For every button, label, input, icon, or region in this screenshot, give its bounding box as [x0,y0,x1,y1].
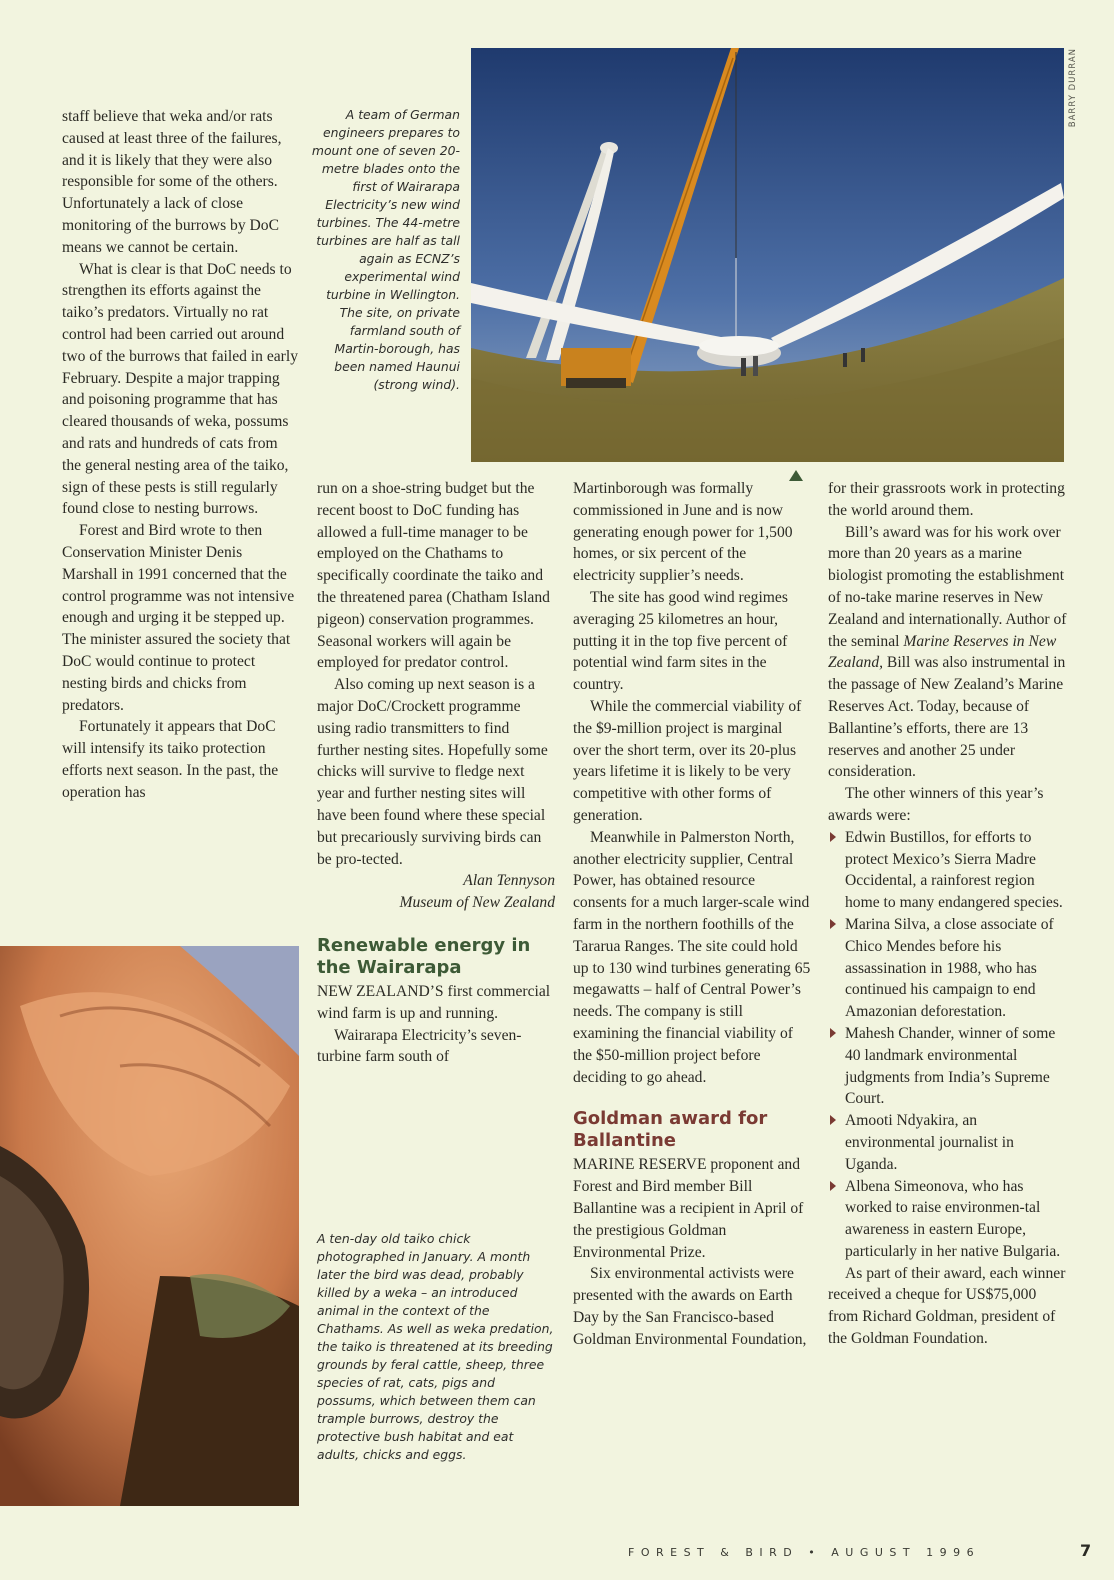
paragraph: for their grassroots work in protecting the world around them. [828,480,1065,519]
paragraph: Martinborough was formally commissioned in June and is now generating enough power for 1,500 homes, or six percent of the electricity supplier’s needs. [573,480,793,585]
paragraph [317,981,555,1025]
photo-caption-bottom [317,1230,555,1464]
list-item: Marina Silva, a close associate of Chico Mendes before his assassination in 1988, who has continued his campaign to end Amazonian deforestation. [828,914,1068,1023]
column-2 [317,478,555,1068]
photo-credit: BARRY DURRAN [1068,48,1078,128]
paragraph: What is clear is that DoC needs to strengthen its efforts against the taiko’s predators. Virtually no rat control had been carried out around two of the burrows that failed in early February. Despite a major trapping and poisoning programme that has cleared thousands of weka, possums and rats and hundreds of cats from the general nesting area of the taiko, sign of these pests is still regularly found close to nesting burrows. [62,260,299,518]
paragraph-text: proponent and Forest and Bird member Bill Ballantine was a recipient in April of the prestigious Goldman Environmental Prize. [573,1156,804,1261]
page-number: 7 [1080,1541,1092,1560]
column-1 [62,106,300,804]
section-heading: Goldman award for Ballantine [573,1108,768,1152]
lead-in: MARINE RESERVE [573,1156,707,1174]
winners-list [828,827,1068,1263]
lead-in: NEW ZEALAND’S [317,982,444,1000]
list-item: Amooti Ndyakira, an environmental journalist in Uganda. [828,1110,1068,1175]
paragraph-text: Bill was also instrumental in the passage of New Zealand’s Marine Reserves Act. Today, because of Ballantine’s efforts, there are 13 reserves and another 25 under consideration. [828,654,1066,781]
paragraph: While the commercial viability of the $9-million project is marginal over the short term, over its 20-plus years lifetime it is likely to be very competitive with other forms of generation. [573,697,802,824]
paragraph [573,1154,811,1263]
paragraph: Fortunately it appears that DoC will intensify its taiko protection efforts next season. In the past, the operation has [62,718,279,801]
taiko-chick-illustration [0,946,299,1506]
caption-text: A team of German engineers prepares to mount one of seven 20-metre blades onto the first of Wairarapa Electricity’s new wind turbines. The 44-metre turbines are half as tall again as ECNZ’s experimental wind turbine in Wellington. The site, on private farmland south of Martin-borough, has been named Haunui (strong wind). [311,107,460,392]
paragraph: staff believe that weka and/or rats caused at least three of the failures, and it is likely that they were also responsible for some of the others. Unfortunately a lack of close monitoring of the burrows by DoC means we cannot be certain. [62,108,282,256]
paragraph: Six environmental activists were presented with the awards on Earth Day by the San Francisco-based Goldman Environmental Foundation, [573,1265,807,1348]
author-name: Alan Tennyson [463,872,555,890]
column-3 [573,478,811,1350]
list-item: Mahesh Chander, winner of some 40 landmark environmental judgments from India’s Supreme Court. [828,1023,1068,1110]
photo-caption-top [308,106,460,394]
caption-text: A ten-day old taiko chick photographed in January. A month later the bird was dead, probably killed by a weka – an introduced animal in the context of the Chathams. As well as weka predation, the taiko is threatened at its breeding grounds by feral cattle, sheep, three species of rat, cats, pigs and possums, which between them can trample burrows, destroy the protective bush habitat and eat adults, chicks and eggs. [317,1231,554,1462]
paragraph: The site has good wind regimes averaging 25 kilometres an hour, putting it in the top five percent of potential wind farm sites in the country. [573,588,788,694]
paragraph-text: Bill’s award was for his work over more than 20 years as a marine biologist promoting the establishment of no-take marine reserves in New Zealand and internationally. Author of the seminal [828,523,1067,650]
paragraph: Meanwhile in Palmerston North, another electricity supplier, Central Power, has obtained resource consents for a much larger-scale wind farm in the northern foothills of the Tararua Ranges. The site could hold up to 130 wind turbines generating 65 megawatts – half of Central Power’s needs. The company is still examining the financial viability of the $50-million project before deciding to go ahead. [573,828,811,1086]
paragraph: Also coming up next season is a major DoC/Crockett programme using radio transmitters to find further nesting sites. Hopefully some chicks will survive to fledge next year and further nesting sites will have been found where these special but precariously surviving birds can be pro-tected. [317,676,548,868]
wind-turbine-photo [471,48,1064,462]
author-affiliation: Museum of New Zealand [399,894,555,912]
paragraph-text: first commercial wind farm is up and running. [317,982,551,1022]
list-item: Edwin Bustillos, for efforts to protect Mexico’s Sierra Madre Occidental, a rainforest region home to many endangered species. [828,827,1068,914]
magazine-footer: FOREST & BIRD • AUGUST 1996 [628,1546,981,1559]
paragraph: Forest and Bird wrote to then Conservation Minister Denis Marshall in 1991 concerned that the control programme was not intensive enough and urging it be stepped up. The minister assured the society that DoC would continue to protect nesting birds and chicks from predators. [62,522,295,714]
paragraph: The other winners of this year’s awards were: [828,785,1044,824]
column-4 [828,478,1068,1350]
paragraph [828,522,1068,784]
book-title: Marine Reserves in New Zealand, [828,632,1057,672]
section-heading: Renewable energy in the Wairarapa [317,934,531,978]
list-item: Albena Simeonova, who has worked to raise environmen-tal awareness in eastern Europe, particularly in her native Bulgaria. [828,1176,1068,1263]
paragraph: As part of their award, each winner received a cheque for US$75,000 from Richard Goldman, president of the Goldman Foundation. [828,1264,1066,1348]
taiko-chick-photo [0,946,299,1506]
paragraph: Wairarapa Electricity’s seven-turbine farm south of [317,1026,522,1066]
paragraph: run on a shoe-string budget but the recent boost to DoC funding has allowed a full-time manager to be employed on the Chathams to specifically coordinate the taiko and the threatened parea (Chatham Island pigeon) conservation programmes. Seasonal workers will again be employed for predator control. [317,480,550,672]
wind-turbine-illustration [471,48,1064,462]
